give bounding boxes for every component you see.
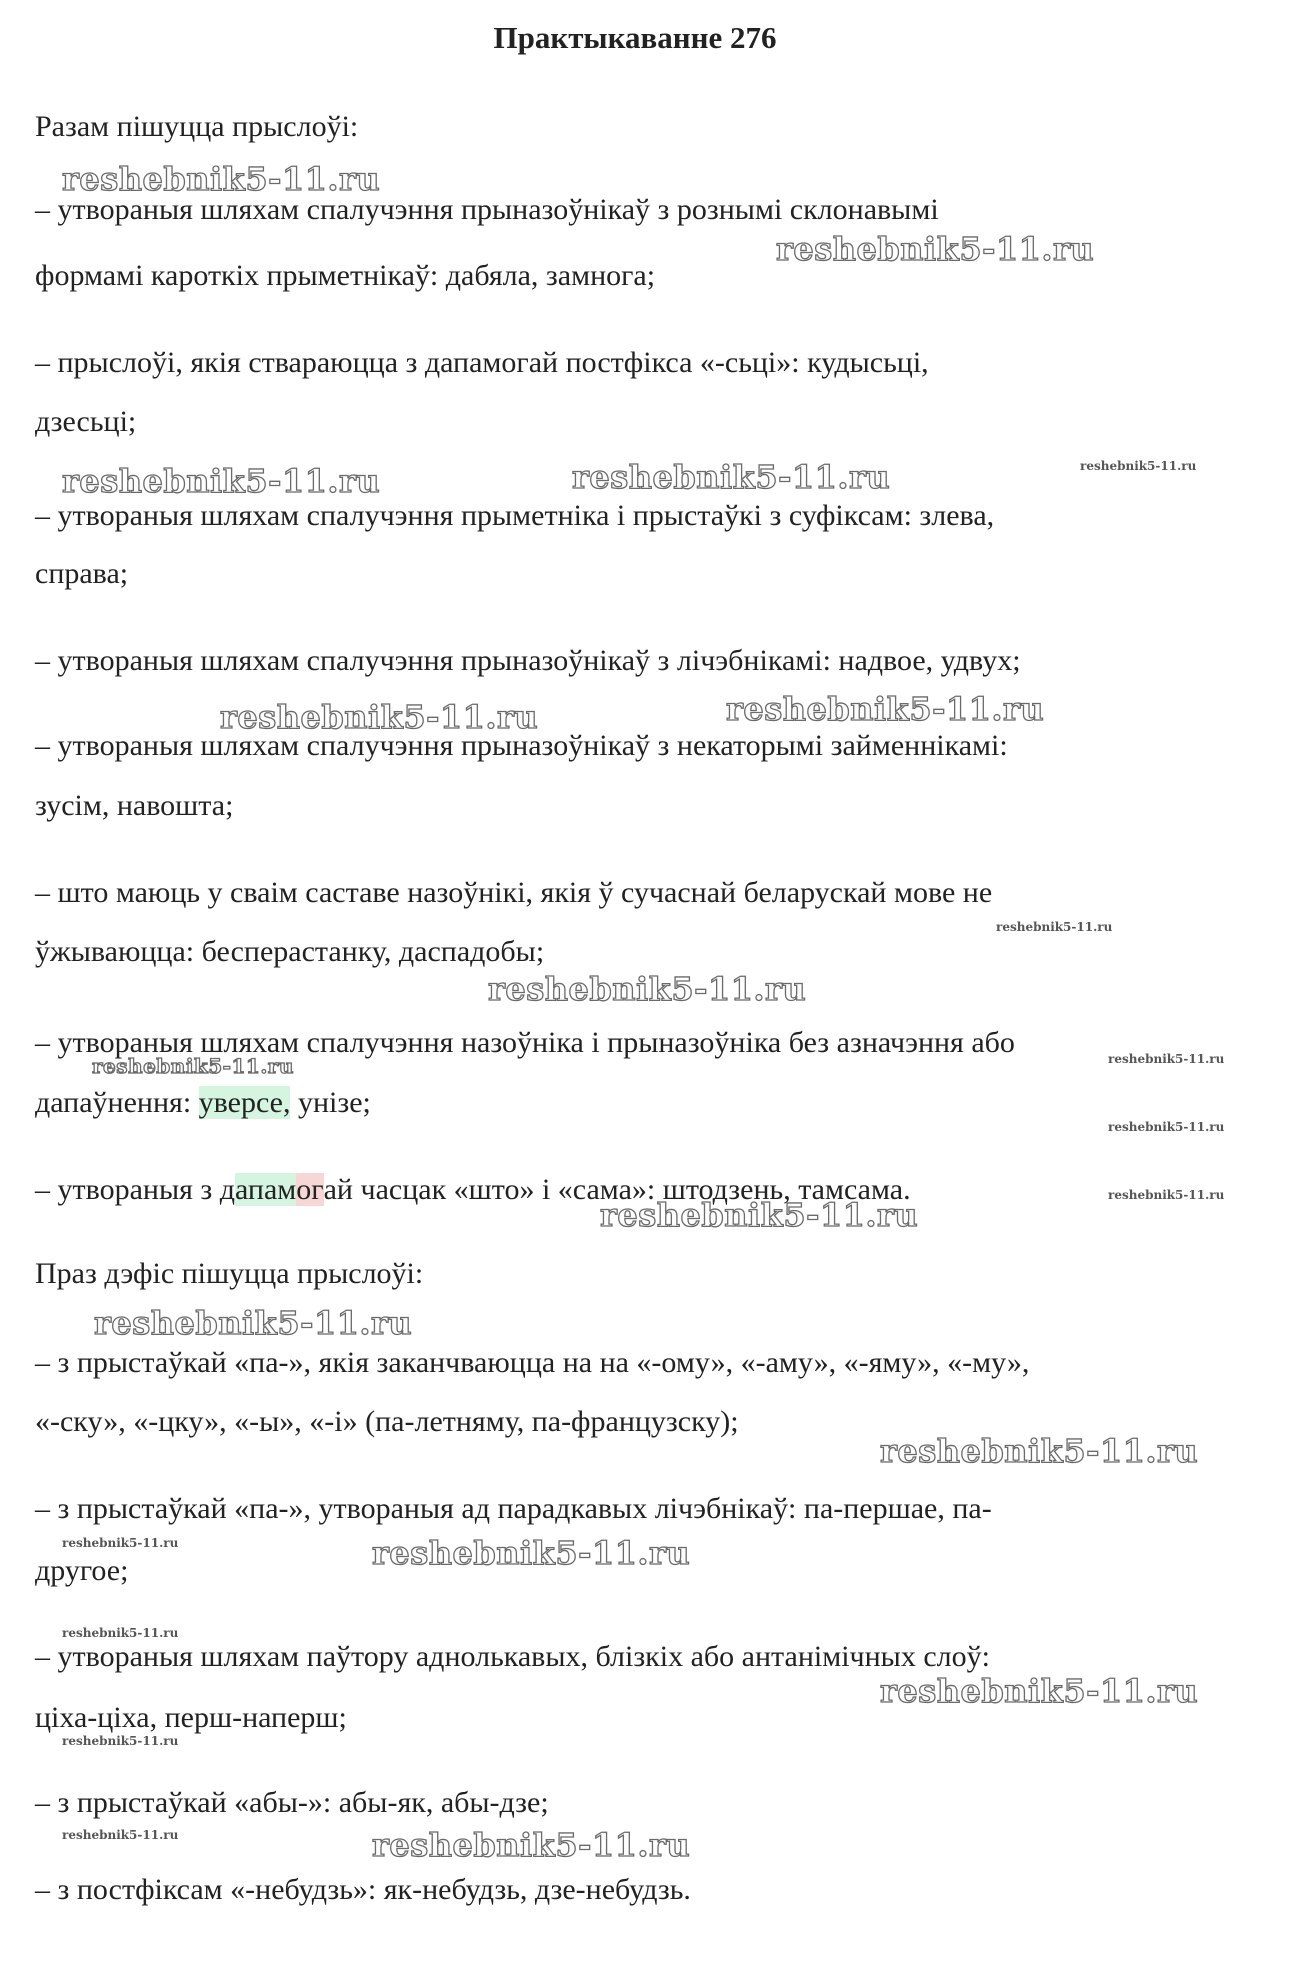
text-line: формамі кароткіх прыметнікаў: дабяла, замнога; bbox=[35, 259, 656, 292]
highlighted-segment: ог bbox=[296, 1173, 324, 1206]
watermark: reshebnik5-11.ru bbox=[726, 690, 1045, 728]
watermark: reshebnik5-11.ru bbox=[880, 1432, 1199, 1470]
watermark: reshebnik5-11.ru bbox=[996, 920, 1113, 934]
text-line: – з прыстаўкай «па-», утвораныя ад парадкавых лічэбнікаў: па-першае, па- bbox=[35, 1492, 992, 1525]
watermark: reshebnik5-11.ru bbox=[92, 1054, 294, 1078]
text-line: дзесьці; bbox=[35, 405, 137, 438]
text-line: – з постфіксам «-небудзь»: як-небудзь, дзе-небудзь. bbox=[35, 1873, 691, 1906]
watermark: reshebnik5-11.ru bbox=[776, 230, 1095, 268]
watermark: reshebnik5-11.ru bbox=[1108, 1120, 1225, 1134]
watermark: reshebnik5-11.ru bbox=[1080, 459, 1197, 473]
text-line: – утвораныя шляхам спалучэння прыметніка і прыстаўкі з суфіксам: злева, bbox=[35, 499, 995, 532]
text-line bbox=[35, 1085, 371, 1121]
watermark: reshebnik5-11.ru bbox=[488, 970, 807, 1008]
watermark: reshebnik5-11.ru bbox=[62, 1626, 179, 1640]
text-line: – утвораныя шляхам спалучэння назоўніка і прыназоўніка без азначэння або bbox=[35, 1026, 1015, 1059]
section2-heading: Праз дэфіс пішуцца прыслоўі: bbox=[35, 1257, 424, 1290]
section1-heading: Разам пішуцца прыслоўі: bbox=[35, 110, 359, 143]
text-line: ціха-ціха, перш-наперш; bbox=[35, 1701, 347, 1734]
text-line: – прыслоўі, якія ствараюцца з дапамогай постфікса «-сьці»: кудысьці, bbox=[35, 346, 929, 379]
watermark: reshebnik5-11.ru bbox=[220, 698, 539, 736]
page-title: Практыкаванне 276 bbox=[493, 20, 777, 55]
text-line: «-ску», «-цку», «-ы», «-і» (па-летняму, па-французску); bbox=[35, 1405, 739, 1438]
watermark: reshebnik5-11.ru bbox=[880, 1672, 1199, 1710]
text-segment: ай часцак «што» і «сама»: штодзень, тамсама. bbox=[323, 1173, 911, 1206]
watermark: reshebnik5-11.ru bbox=[372, 1534, 691, 1572]
text-segment: – утвораныя з д bbox=[35, 1173, 236, 1206]
watermark: reshebnik5-11.ru bbox=[572, 458, 891, 496]
text-line: – што маюць у сваім саставе назоўнікі, якія ў сучаснай беларускай мове не bbox=[35, 876, 993, 909]
text-segment: унізе; bbox=[290, 1086, 371, 1119]
highlighted-segment: апам bbox=[235, 1173, 297, 1206]
watermark: reshebnik5-11.ru bbox=[94, 1304, 413, 1342]
watermark: reshebnik5-11.ru bbox=[62, 1536, 179, 1550]
text-line: другое; bbox=[35, 1554, 129, 1587]
text-line: ўжываюцца: бесперастанку, даспадобы; bbox=[35, 935, 545, 968]
watermark: reshebnik5-11.ru bbox=[1108, 1052, 1225, 1066]
text-line: – з прыстаўкай «абы-»: абы-як, абы-дзе; bbox=[35, 1786, 549, 1819]
text-line: – з прыстаўкай «па-», якія заканчваюцца на на «-ому», «-аму», «-яму», «-му», bbox=[35, 1346, 1030, 1379]
highlighted-word: уверсе, bbox=[198, 1086, 291, 1119]
text-line: – утвораныя шляхам спалучэння прыназоўнікаў з лічэбнікамі: надвое, удвух; bbox=[35, 644, 1021, 677]
watermark: reshebnik5-11.ru bbox=[372, 1826, 691, 1864]
watermark: reshebnik5-11.ru bbox=[62, 160, 381, 198]
text-line bbox=[35, 1172, 911, 1208]
text-line: – утвораныя шляхам паўтору аднолькавых, блізкіх або антанімічных слоў: bbox=[35, 1640, 990, 1673]
text-line: справа; bbox=[35, 557, 129, 590]
watermark: reshebnik5-11.ru bbox=[62, 1734, 179, 1748]
text-segment: дапаўнення: bbox=[35, 1086, 199, 1119]
watermark: reshebnik5-11.ru bbox=[62, 1828, 179, 1842]
watermark: reshebnik5-11.ru bbox=[600, 1196, 919, 1234]
watermark: reshebnik5-11.ru bbox=[62, 462, 381, 500]
text-line: зусім, навошта; bbox=[35, 789, 234, 822]
watermark: reshebnik5-11.ru bbox=[1108, 1188, 1225, 1202]
text-line: – утвораныя шляхам спалучэння прыназоўнікаў з некаторымі займеннікамі: bbox=[35, 729, 1008, 762]
text-line: – утвораныя шляхам спалучэння прыназоўнікаў з рознымі склонавымі bbox=[35, 193, 939, 226]
